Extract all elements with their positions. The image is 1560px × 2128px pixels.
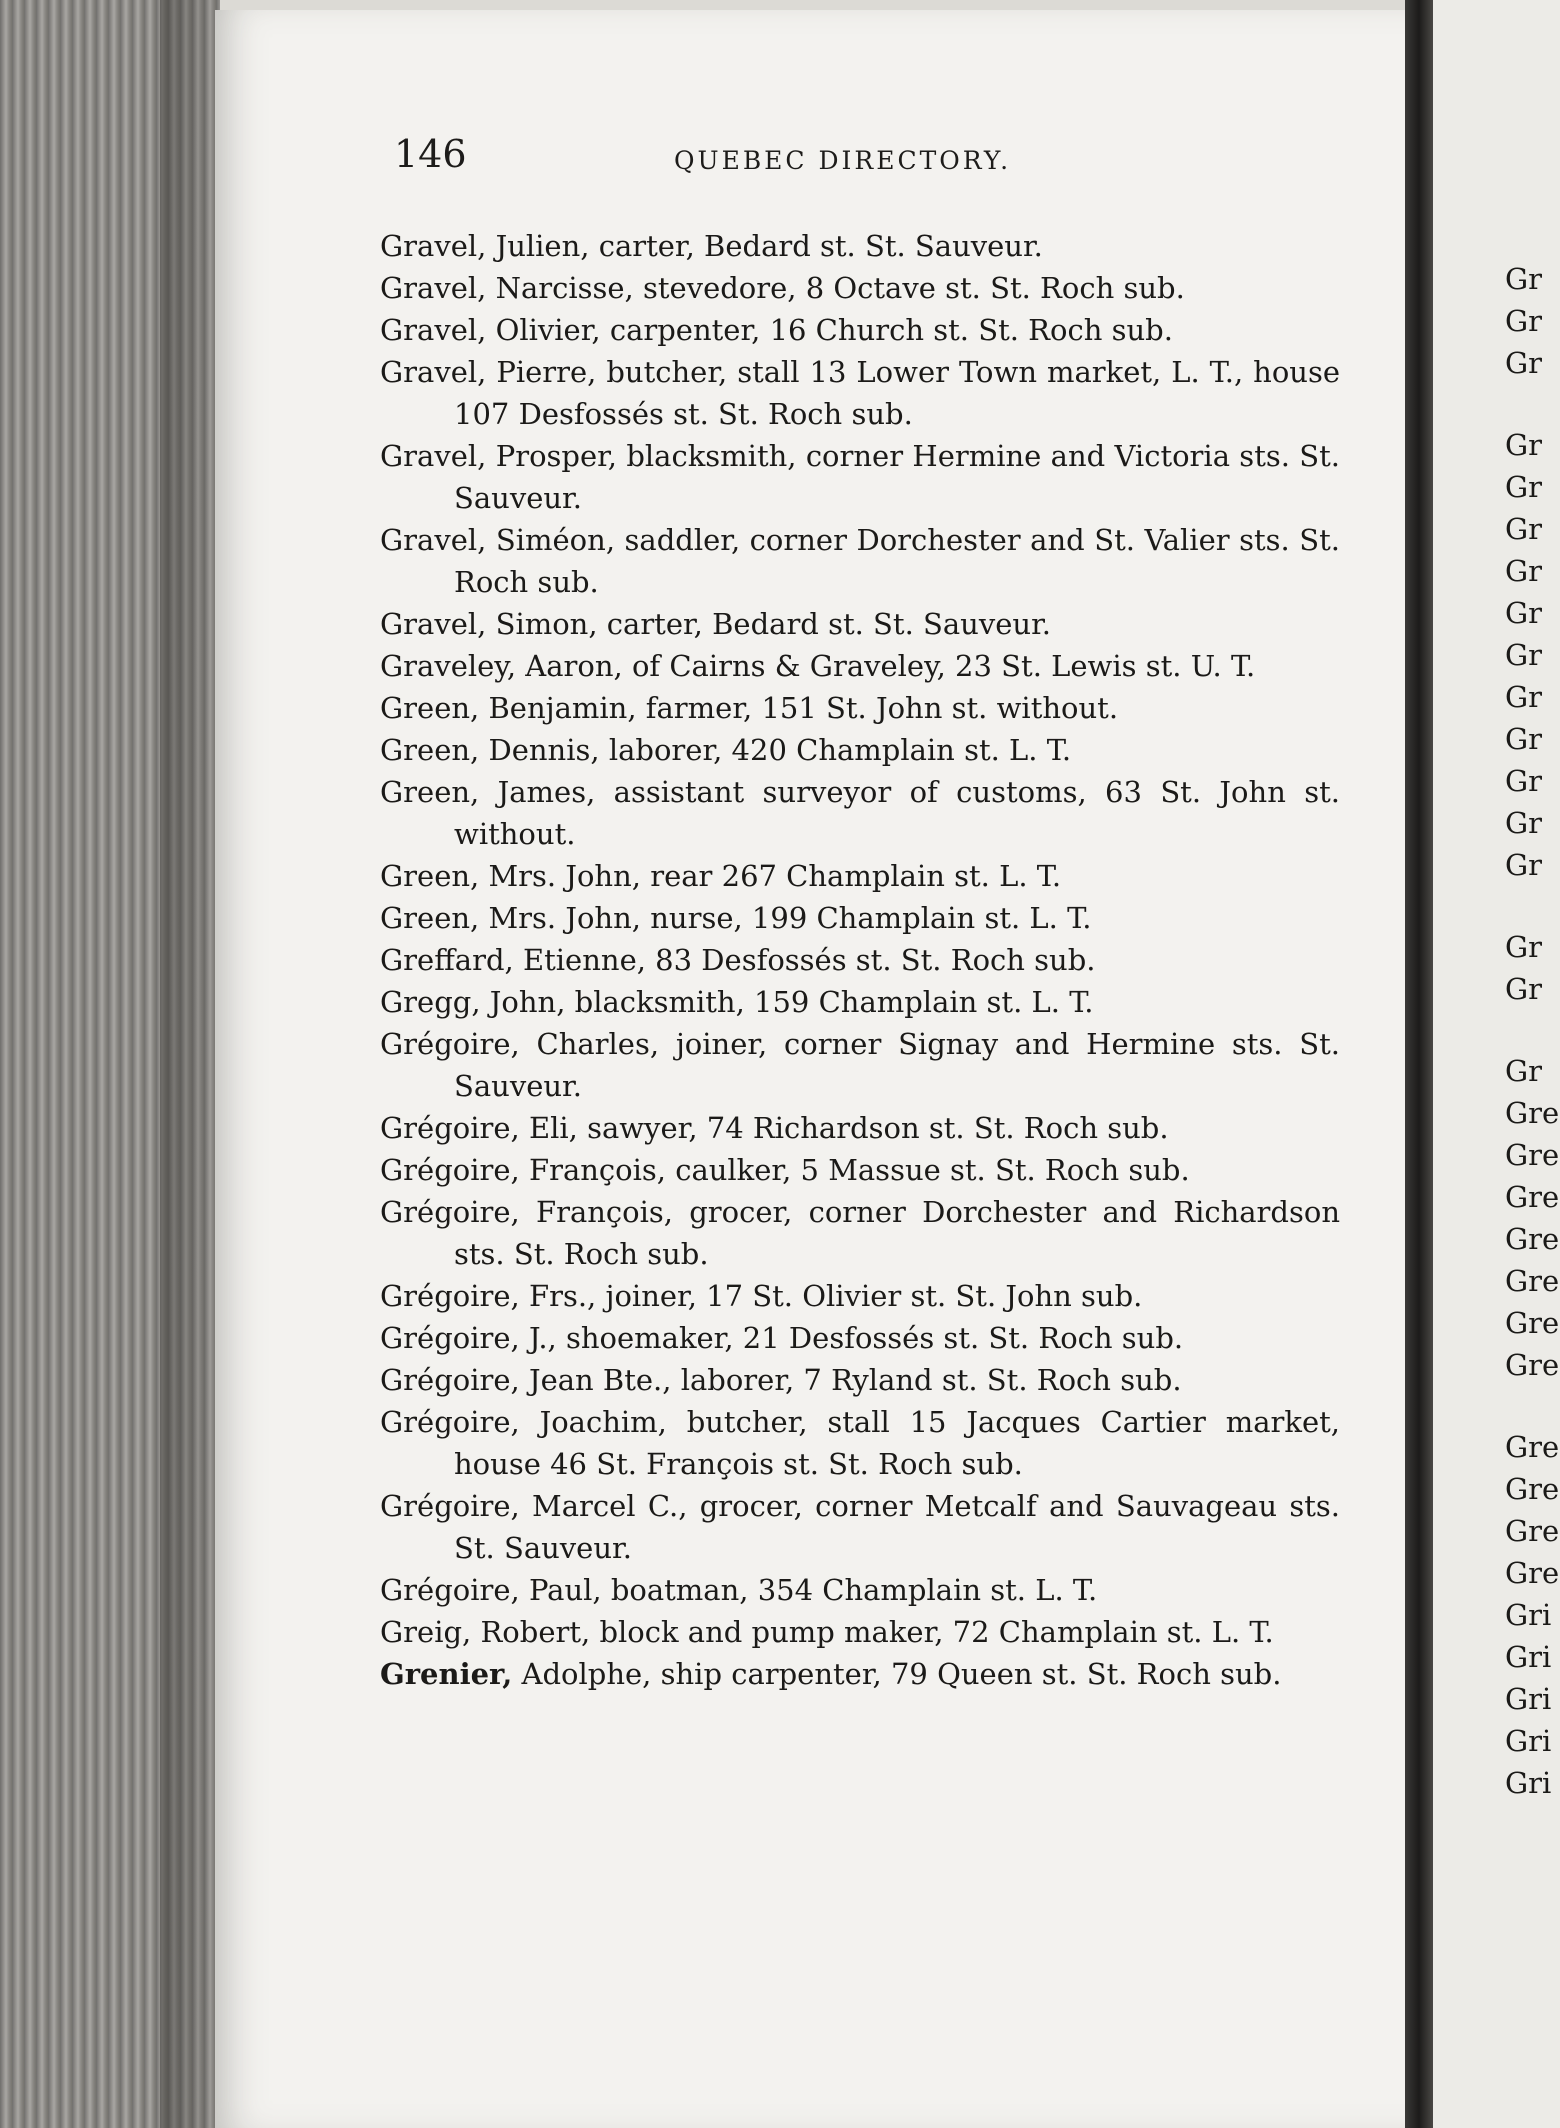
entry-surname: Gregg, [380,985,481,1019]
right-page-fragment: Gr [1505,262,1543,296]
directory-entry [380,771,1340,855]
entry-details: Simon, carter, Bedard st. St. Sauveur. [495,607,1051,641]
right-page-fragment: Gre [1505,1180,1560,1214]
right-page-fragment: Gre [1505,1472,1560,1506]
directory-entry [380,1401,1340,1485]
directory-entry [380,981,1340,1023]
entry-surname: Graveley, [380,649,517,683]
directory-entries [380,225,1340,1695]
entry-surname: Greig, [380,1615,472,1649]
entry-surname: Grégoire, [380,1321,520,1355]
right-page-fragment: Gri [1505,1682,1552,1716]
entry-surname: Green, [380,859,480,893]
page-header [394,132,1274,192]
directory-entry [380,729,1340,771]
entry-details: J., shoemaker, 21 Desfossés st. St. Roch sub. [528,1321,1184,1355]
entry-details: Joachim, butcher, stall 15 Jacques Cartier market, house 46 St. François st. St. Roch sub. [454,1405,1340,1481]
entry-details: Etienne, 83 Desfossés st. St. Roch sub. [522,943,1096,977]
right-page-fragment: Gr [1505,428,1543,462]
entry-surname: Gravel, [380,439,487,473]
right-page-fragment: Gri [1505,1766,1552,1800]
directory-entry [380,897,1340,939]
entry-surname: Grégoire, [380,1489,520,1523]
entry-surname: Grégoire, [380,1405,520,1439]
right-page-fragment: Gre [1505,1556,1560,1590]
entry-surname: Green, [380,733,480,767]
entry-details: John, blacksmith, 159 Champlain st. L. T. [489,985,1094,1019]
right-page-fragment: Gr [1505,680,1543,714]
entry-details: Eli, sawyer, 74 Richardson st. St. Roch sub. [528,1111,1169,1145]
directory-entry [380,687,1340,729]
book-gutter [1405,0,1433,2128]
directory-entry [380,351,1340,435]
entry-details: Dennis, laborer, 420 Champlain st. L. T. [488,733,1072,767]
directory-entry [380,1359,1340,1401]
entry-surname: Grégoire, [380,1279,520,1313]
entry-details: Mrs. John, nurse, 199 Champlain st. L. T. [488,901,1092,935]
directory-entry [380,225,1340,267]
directory-entry [380,645,1340,687]
right-page-fragment: Gr [1505,304,1543,338]
entry-surname: Green, [380,691,480,725]
entry-details: Siméon, saddler, corner Dorchester and St. Valier sts. St. Roch sub. [454,523,1341,599]
right-page-fragment: Gre [1505,1264,1560,1298]
right-page-fragment: Gri [1505,1724,1552,1758]
directory-entry [380,267,1340,309]
entry-details: Aaron, of Cairns & Graveley, 23 St. Lewis st. U. T. [525,649,1256,683]
right-page-fragment: Gre [1505,1348,1560,1382]
directory-entry [380,855,1340,897]
right-page-fragment: Gr [1505,346,1543,380]
right-page-fragment: Gr [1505,806,1543,840]
entry-surname: Greffard, [380,943,514,977]
entry-surname: Gravel, [380,229,487,263]
right-page-fragment: Gri [1505,1640,1552,1674]
right-page-fragment: Gre [1505,1222,1560,1256]
directory-entry [380,1275,1340,1317]
entry-surname: Grégoire, [380,1573,520,1607]
page-number: 146 [394,132,467,176]
entry-details: Julien, carter, Bedard st. St. Sauveur. [495,229,1043,263]
right-page-fragment: Gre [1505,1306,1560,1340]
entry-details: Paul, boatman, 354 Champlain st. L. T. [528,1573,1098,1607]
entry-details: Marcel C., grocer, corner Metcalf and Sauvageau sts. St. Sauveur. [454,1489,1341,1565]
right-page-fragments [1505,258,1560,1804]
entry-details: Charles, joiner, corner Signay and Hermine sts. St. Sauveur. [454,1027,1341,1103]
directory-entry [380,1149,1340,1191]
entry-surname: Grenier, [380,1657,513,1691]
right-page-fragment: Gre [1505,1430,1560,1464]
right-page-fragment: Gr [1505,1054,1543,1088]
right-page-fragment: Gre [1505,1138,1560,1172]
right-page-fragment: Gr [1505,722,1543,756]
right-page-fragment: Gre [1505,1096,1560,1130]
entry-surname: Gravel, [380,607,487,641]
directory-entry [380,1317,1340,1359]
entry-details: Narcisse, stevedore, 8 Octave st. St. Roch sub. [495,271,1185,305]
entry-details: François, caulker, 5 Massue st. St. Roch sub. [528,1153,1190,1187]
entry-surname: Grégoire, [380,1363,520,1397]
entry-surname: Gravel, [380,313,487,347]
right-page-fragment: Gr [1505,972,1543,1006]
entry-surname: Grégoire, [380,1153,520,1187]
entry-details: James, assistant surveyor of customs, 63 St. John st. without. [454,775,1340,851]
directory-entry [380,603,1340,645]
entry-details: Olivier, carpenter, 16 Church st. St. Roch sub. [495,313,1173,347]
right-page-fragment: Gr [1505,470,1543,504]
directory-entry [380,1023,1340,1107]
directory-entry [380,1653,1340,1695]
entry-surname: Gravel, [380,271,487,305]
entry-details: Mrs. John, rear 267 Champlain st. L. T. [488,859,1062,893]
entry-details: Robert, block and pump maker, 72 Champlain st. L. T. [480,1615,1274,1649]
directory-entry [380,1485,1340,1569]
right-page-fragment: Gr [1505,638,1543,672]
right-page-fragment: Gr [1505,848,1543,882]
directory-entry [380,309,1340,351]
right-page-fragment: Gr [1505,596,1543,630]
entry-surname: Green, [380,901,480,935]
directory-entry [380,1611,1340,1653]
right-page-fragment: Gr [1505,512,1543,546]
directory-entry [380,1107,1340,1149]
entry-surname: Green, [380,775,480,809]
right-page-fragment: Gr [1505,554,1543,588]
right-page-fragment: Gr [1505,930,1543,964]
directory-entry [380,1569,1340,1611]
directory-entry [380,519,1340,603]
right-page-fragment: Gre [1505,1514,1560,1548]
directory-entry [380,435,1340,519]
entry-details: Adolphe, ship carpenter, 79 Queen st. St. Roch sub. [521,1657,1282,1691]
entry-details: Jean Bte., laborer, 7 Ryland st. St. Roch sub. [528,1363,1182,1397]
page-shadow [160,0,220,2128]
directory-entry [380,1191,1340,1275]
entry-details: Benjamin, farmer, 151 St. John st. without. [488,691,1119,725]
entry-surname: Grégoire, [380,1111,520,1145]
right-page-fragment: Gr [1505,764,1543,798]
entry-details: Frs., joiner, 17 St. Olivier st. St. John sub. [528,1279,1143,1313]
directory-entry [380,939,1340,981]
entry-details: François, grocer, corner Dorchester and Richardson sts. St. Roch sub. [454,1195,1340,1271]
entry-details: Prosper, blacksmith, corner Hermine and Victoria sts. St. Sauveur. [454,439,1341,515]
entry-surname: Gravel, [380,523,487,557]
entry-surname: Gravel, [380,355,487,389]
entry-surname: Grégoire, [380,1027,520,1061]
entry-details: Pierre, butcher, stall 13 Lower Town market, L. T., house 107 Desfossés st. St. Roch sub. [454,355,1341,431]
running-head: QUEBEC DIRECTORY. [674,146,1012,175]
entry-surname: Grégoire, [380,1195,520,1229]
right-page-fragment: Gri [1505,1598,1552,1632]
